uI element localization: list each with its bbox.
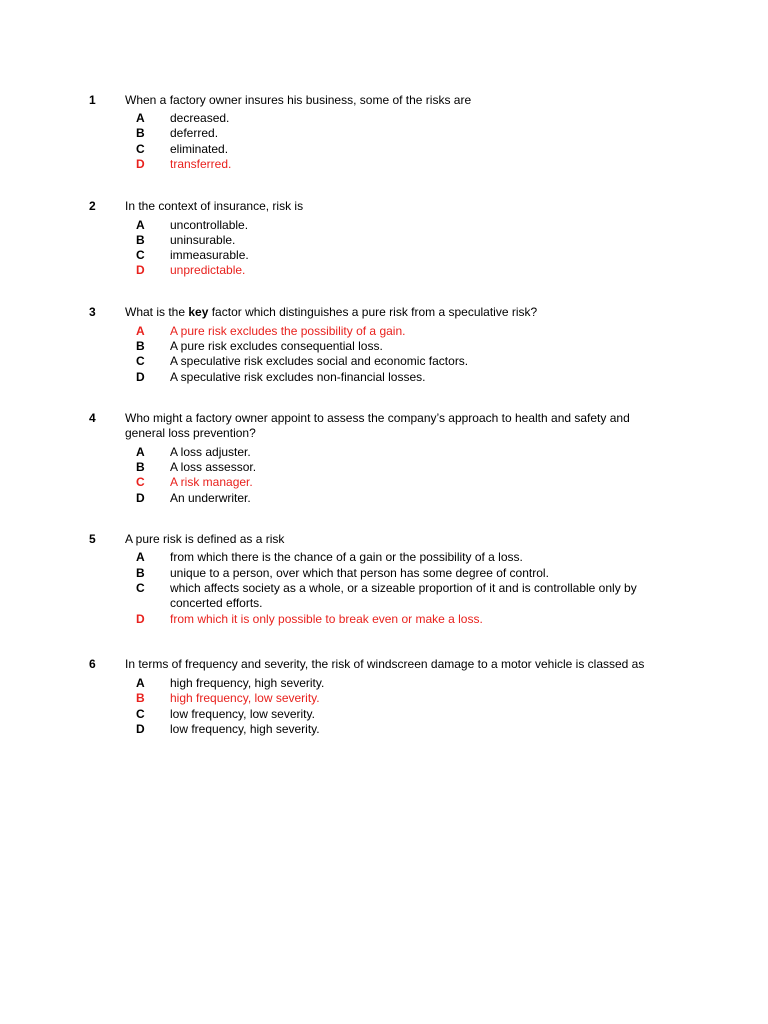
- question-number: 5: [89, 532, 96, 546]
- option-letter: B: [136, 691, 145, 705]
- option-text: low frequency, low severity.: [170, 707, 315, 721]
- option-letter: C: [136, 581, 145, 595]
- option-letter: B: [136, 460, 145, 474]
- option-text: A loss assessor.: [170, 460, 257, 474]
- option-text: An underwriter.: [170, 491, 251, 505]
- option-letter: C: [136, 707, 145, 721]
- question-text: Who might a factory owner appoint to assess the company’s approach to health and safety and general loss prevention?: [125, 411, 630, 440]
- option-letter: A: [136, 218, 145, 232]
- option-letter: D: [136, 263, 145, 277]
- question-text: In the context of insurance, risk is: [125, 199, 304, 213]
- option-letter: B: [136, 339, 145, 353]
- option-letter: C: [136, 354, 145, 368]
- option-letter: B: [136, 566, 145, 580]
- question-number: 1: [89, 93, 96, 107]
- option-letter: D: [136, 370, 145, 384]
- question-text: A pure risk is defined as a risk: [125, 532, 285, 546]
- option-text: A pure risk excludes consequential loss.: [170, 339, 383, 353]
- option-text: from which there is the chance of a gain or the possibility of a loss.: [170, 550, 523, 564]
- option-text: high frequency, high severity.: [170, 676, 325, 690]
- question-text-emphasis: key: [188, 305, 209, 319]
- question-text-end: factor which distinguishes a pure risk from a speculative risk?: [208, 305, 538, 319]
- option-letter: C: [136, 475, 145, 489]
- option-text: eliminated.: [170, 142, 229, 156]
- option-letter: B: [136, 126, 145, 140]
- option-text: A pure risk excludes the possibility of a gain.: [170, 324, 406, 338]
- option-letter: D: [136, 722, 145, 736]
- option-letter: A: [136, 324, 145, 338]
- option-letter: D: [136, 157, 145, 171]
- option-text: unpredictable.: [170, 263, 246, 277]
- question-text: In terms of frequency and severity, the risk of windscreen damage to a motor vehicle is classed as: [125, 657, 645, 671]
- option-text: transferred.: [170, 157, 232, 171]
- option-text: which affects society as a whole, or a sizeable proportion of it and is controllable only by concerted efforts.: [170, 581, 637, 610]
- option-text: high frequency, low severity.: [170, 691, 320, 705]
- option-text: low frequency, high severity.: [170, 722, 320, 736]
- option-letter: D: [136, 612, 145, 626]
- question-number: 4: [89, 411, 96, 425]
- option-text: decreased.: [170, 111, 230, 125]
- question-text: When a factory owner insures his business, some of the risks are: [125, 93, 472, 107]
- option-letter: A: [136, 676, 145, 690]
- question-number: 2: [89, 199, 96, 213]
- option-text: uncontrollable.: [170, 218, 249, 232]
- option-letter: B: [136, 233, 145, 247]
- option-letter: A: [136, 550, 145, 564]
- option-text: A risk manager.: [170, 475, 253, 489]
- question-number: 3: [89, 305, 96, 319]
- option-letter: A: [136, 111, 145, 125]
- option-letter: A: [136, 445, 145, 459]
- option-text: uninsurable.: [170, 233, 236, 247]
- option-text: unique to a person, over which that person has some degree of control.: [170, 566, 549, 580]
- question-number: 6: [89, 657, 96, 671]
- option-text: A speculative risk excludes non-financial losses.: [170, 370, 426, 384]
- question-text-start: What is the: [125, 305, 189, 319]
- option-letter: D: [136, 491, 145, 505]
- option-text: deferred.: [170, 126, 219, 140]
- option-text: A speculative risk excludes social and economic factors.: [170, 354, 469, 368]
- question-text: [125, 305, 665, 320]
- option-letter: C: [136, 248, 145, 262]
- option-text: from which it is only possible to break even or make a loss.: [170, 612, 483, 626]
- option-text: immeasurable.: [170, 248, 249, 262]
- option-text: A loss adjuster.: [170, 445, 251, 459]
- option-letter: C: [136, 142, 145, 156]
